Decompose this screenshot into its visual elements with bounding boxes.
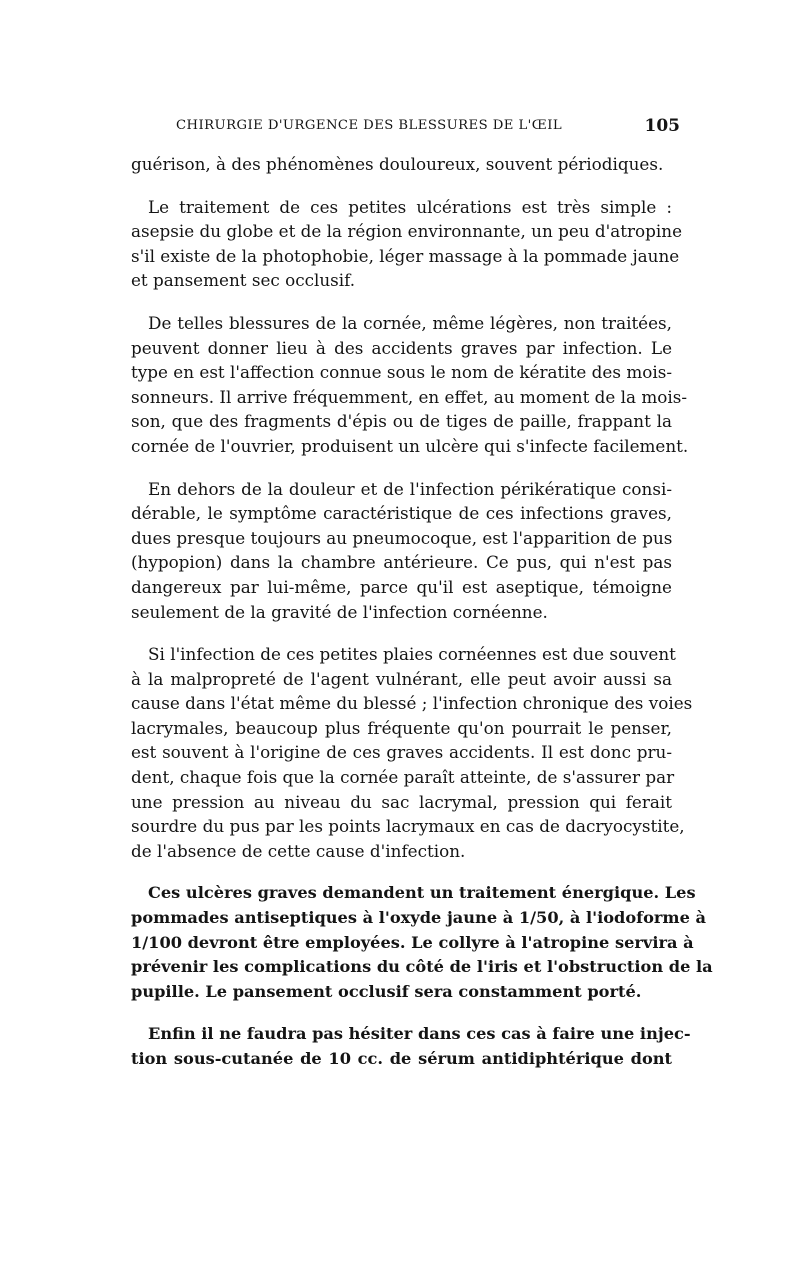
text-line: dent, chaque fois que la cornée paraît atteinte, de s'assurer par [131, 767, 675, 788]
text-line: de l'absence de cette cause d'infection. [131, 840, 466, 861]
text-line: 1/100 devront être employées. Le collyre à l'atropine servira à [131, 932, 694, 952]
text-line: dangereux par lui-même, parce qu'il est aseptique, témoigne [131, 576, 672, 597]
text-line: Le traitement de ces petites ulcérations est très simple : [148, 196, 672, 217]
text-line: lacrymales, beaucoup plus fréquente qu'on pourrait le penser, [131, 717, 672, 738]
text-line: une pression au niveau du sac lacrymal, pression qui ferait [131, 791, 672, 812]
text-line: s'il existe de la photophobie, léger massage à la pommade jaune [131, 245, 680, 266]
paragraph-energetic-treatment [131, 881, 713, 1004]
text-line: cause dans l'état même du blessé ; l'infection chronique des voies [131, 693, 693, 714]
paragraph-symptom [131, 477, 672, 625]
text-line: pupille. Le pansement occlusif sera constamment porté. [131, 981, 642, 1001]
text-line: sonneurs. Il arrive fréquemment, en effet, au moment de la mois- [131, 386, 688, 407]
text-line: Si l'infection de ces petites plaies cornéennes est due souvent [148, 644, 676, 665]
text-line: cornée de l'ouvrier, produisent un ulcère qui s'infecte facilement. [131, 435, 689, 456]
text-line: dues presque toujours au pneumocoque, est l'apparition de pus [131, 527, 673, 548]
text-line: asepsie du globe et de la région environnante, un peu d'atropine [131, 221, 682, 242]
text-line: De telles blessures de la cornée, même légères, non traitées, [148, 312, 672, 333]
body-text [131, 152, 713, 1090]
paragraph-treatment [131, 195, 682, 293]
text-line: guérison, à des phénomènes douloureux, souvent périodiques. [131, 154, 664, 174]
running-head [176, 116, 680, 140]
page-number: 105 [644, 116, 680, 136]
text-line: dérable, le symptôme caractéristique de ces infections graves, [131, 503, 672, 524]
text-line: Ces ulcères graves demandent un traitement énergique. Les [148, 883, 696, 903]
text-line: En dehors de la douleur et de l'infection périkératique consi- [148, 478, 672, 499]
text-line: type en est l'affection connue sous le nom de kératite des mois- [131, 362, 672, 383]
text-line: seulement de la gravité de l'infection cornéenne. [131, 601, 548, 622]
text-line: sourdre du pus par les points lacrymaux en cas de dacryocystite, [131, 816, 685, 837]
paragraph-wounds [131, 311, 689, 459]
text-line: prévenir les complications du côté de l'iris et l'obstruction de la [131, 957, 713, 977]
text-line: tion sous-cutanée de 10 cc. de sérum antidiphtérique dont [131, 1049, 672, 1068]
text-line: peuvent donner lieu à des accidents graves par infection. Le [131, 337, 672, 358]
paragraph-infection [131, 642, 693, 863]
text-line: et pansement sec occlusif. [131, 270, 356, 291]
text-line: (hypopion) dans la chambre antérieure. Ce pus, qui n'est pas [131, 552, 672, 573]
text-line: pommades antiseptiques à l'oxyde jaune à 1/50, à l'iodoforme à [131, 908, 706, 928]
paragraph-serum-injection [131, 1022, 691, 1071]
text-line: est souvent à l'origine de ces graves accidents. Il est donc pru- [131, 742, 672, 763]
running-title: CHIRURGIE D'URGENCE DES BLESSURES DE L'ŒIL [176, 118, 563, 133]
text-line: son, que des fragments d'épis ou de tiges de paille, frappant la [131, 411, 672, 432]
paragraph-continuation [131, 152, 672, 177]
text-line: Enfin il ne faudra pas hésiter dans ces cas à faire une injec- [148, 1024, 691, 1044]
text-line: à la malpropreté de l'agent vulnérant, elle peut avoir aussi sa [131, 668, 672, 689]
